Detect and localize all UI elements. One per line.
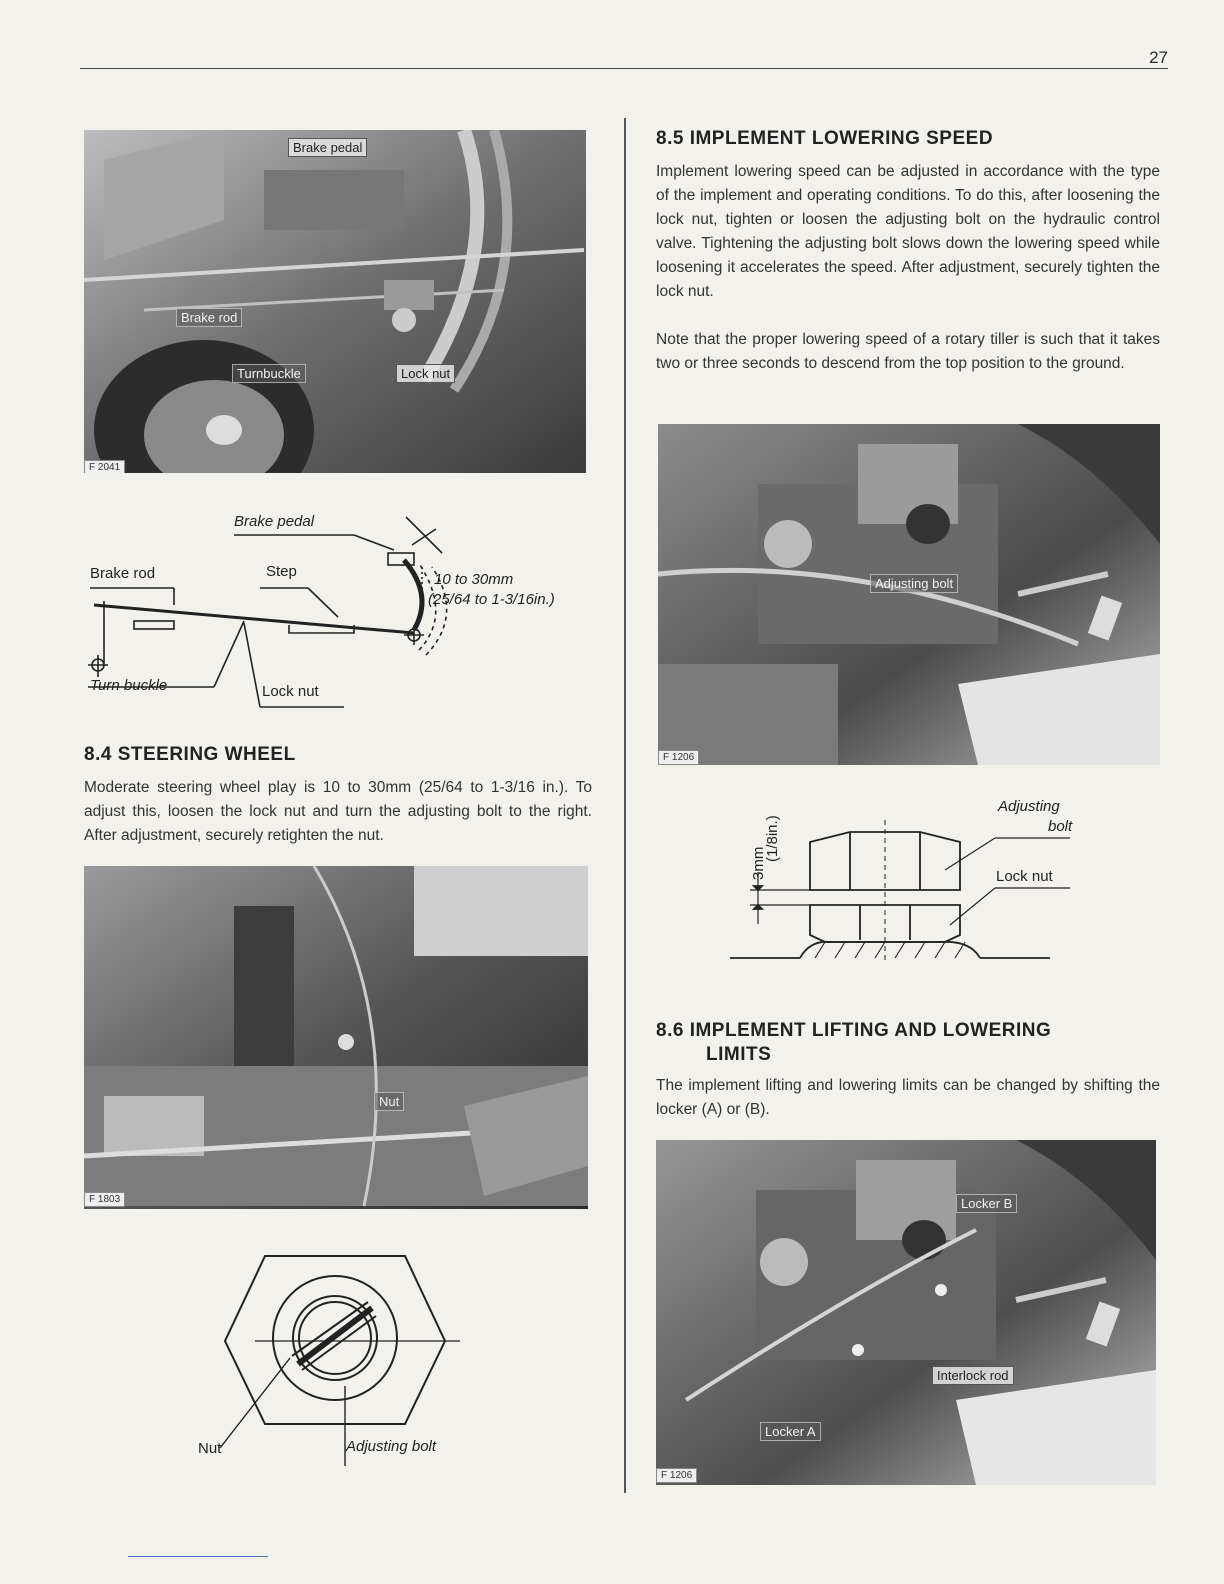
hydraulic-valve-image [658,424,1160,765]
brake-diagram [84,505,614,715]
label-turnbuckle: Turnbuckle [232,364,306,383]
figure-id: F 1206 [656,1468,697,1483]
diagram-label-step: Step [266,563,297,580]
diagram-label-turn-buckle: Turn buckle [90,677,168,694]
diagram-label-nut: Nut [198,1440,222,1457]
label-interlock-rod: Interlock rod [932,1366,1014,1385]
section-8-5-para1: Implement lowering speed can be adjusted in accordance with the type of the implement and operating conditions. To do this, after loosening the lock nut, tighten or loosen the adjusting bolt on the hydraulic control valve. Tightening the adjusting bolt slows down the lowering speed while loosening it accelerates the speed. After adjustment, securely tighten the lock nut. [656,163,1160,300]
locker-photo [656,1140,1156,1485]
label-brake-rod: Brake rod [176,308,242,327]
clearance-diagram [730,790,1073,980]
section-8-4-body: Moderate steering wheel play is 10 to 30mm (25/64 to 1-3/16 in.). To adjust this, loosen the lock nut and turn the adjusting bolt to the right. After adjustment, securely retighten the nut. [84,779,592,844]
page-number: 27 [1149,48,1168,67]
section-8-6-heading-line2: LIMITS [706,1044,772,1065]
diagram-label-play-metric: 10 to 30mm [434,571,514,588]
label-adjusting-bolt: Adjusting bolt [870,574,958,593]
brake-photo-image [84,130,586,473]
section-8-5-heading: 8.5 IMPLEMENT LOWERING SPEED [656,128,994,149]
section-8-6-heading-line1: 8.6 IMPLEMENT LIFTING AND LOWERING [656,1020,1052,1041]
diagram-label-adjusting: Adjusting [998,798,1060,815]
diagram-label-lock-nut: Lock nut [262,683,319,700]
figure-id: F 1206 [658,750,699,765]
label-nut: Nut [374,1092,404,1111]
diagram-label-adjusting-bolt: Adjusting bolt [346,1438,437,1455]
diagram-label-bolt: bolt [1048,818,1073,835]
section-8-4-heading: 8.4 STEERING WHEEL [84,744,296,765]
footer-mark [128,1556,268,1557]
diagram-label-brake-rod: Brake rod [90,565,156,582]
section-8-5-para2: Note that the proper lowering speed of a rotary tiller is such that it takes two or three seconds to descend from the top position to the ground. [656,331,1160,372]
steering-photo-image [84,866,588,1209]
figure-id: F 2041 [84,460,125,473]
diagram-label-dimension-imperial: (1/8in.) [764,815,781,862]
section-8-6-body: The implement lifting and lowering limits can be changed by shifting the locker (A) or (B). [656,1077,1160,1118]
column-divider [624,118,626,1493]
nut-bolt-diagram [180,1246,490,1466]
brake-photo [84,130,586,473]
label-lock-nut: Lock nut [396,364,455,383]
label-locker-a: Locker A [760,1422,821,1441]
steering-photo [84,866,588,1209]
locker-photo-image [656,1140,1156,1485]
clearance-drawing [730,790,1073,980]
diagram-label-play-imperial: (25/64 to 1-3/16in.) [428,591,555,608]
header-rule [80,68,1168,69]
figure-id: F 1803 [84,1192,125,1207]
hydraulic-valve-photo [658,424,1160,765]
diagram-label-brake-pedal: Brake pedal [234,513,315,530]
label-locker-b: Locker B [956,1194,1017,1213]
label-brake-pedal: Brake pedal [288,138,367,157]
diagram-label-lock-nut: Lock nut [996,868,1053,885]
diagram-label-dimension: 3mm [750,846,767,880]
nut-bolt-drawing [180,1246,490,1466]
